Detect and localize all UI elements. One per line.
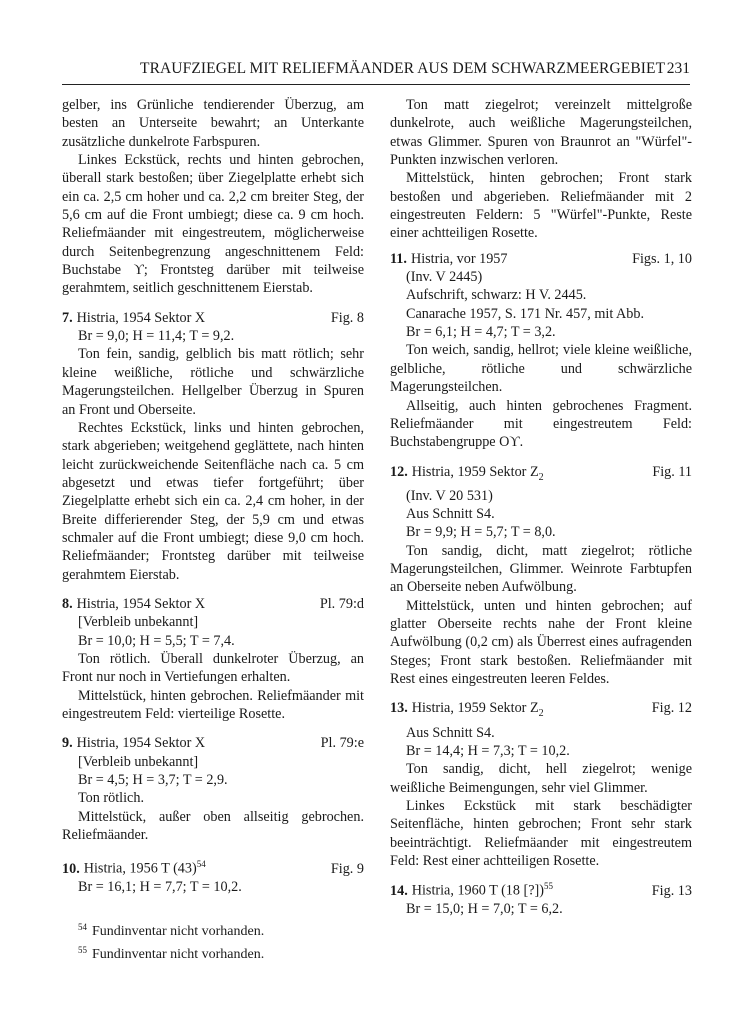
inventory-number: (Inv. V 2445) — [406, 269, 483, 286]
footnote-text: Fundinventar nicht vorhanden. — [92, 947, 265, 962]
entry-heading — [390, 877, 692, 900]
continuation-paragraph: gelber, ins Grünliche tendierender Überzug, am besten an Unterseite bewahrt; an Unterkante zusätzliche dunkelrote Farbspuren. — [62, 97, 364, 150]
entry-title: Histria, vor 1957 — [410, 250, 508, 267]
description-paragraph: Ton weich, sandig, hellrot; viele kleine weißliche, gelbliche, rötliche und schwärzliche Magerungsteilchen. — [390, 342, 692, 396]
entry-title: Histria, 1954 Sektor X — [76, 735, 206, 752]
footnotes — [78, 918, 378, 964]
entry-heading — [390, 699, 692, 723]
description-paragraph: Rechtes Eckstück, links und hinten gebrochen, stark abgerieben; weitgehend geglättete, nach hinten leicht zurückweichende Seitenfläche nach ca. 5 cm abgesetzt und etwas tiefer fortgeführt; über Ziegelplatte erhebt sich ein ca. 2,4 cm hoher, in der Breite differierender Steg, der 5,9 cm und etwas schmaler auf die Front umbiegt; diese 9,0 cm hoch. Reliefmäander; Frontsteg darüber mit teilweise gerahmtem Eierstab. — [62, 419, 364, 583]
footnote-text: Fundinventar nicht vorhanden. — [92, 924, 265, 939]
figure-reference: Fig. 8 — [330, 309, 364, 326]
footnote-ref: 55 — [544, 881, 553, 892]
entry-title-wrap — [80, 855, 331, 878]
entry-heading — [62, 855, 364, 878]
footnote-ref: 54 — [196, 859, 206, 870]
entry-title: Histria, 1954 Sektor X — [76, 309, 206, 326]
entry-title-wrap — [408, 877, 652, 900]
left-column — [62, 96, 364, 897]
entry-title: Histria, 1960 T (18 [?]) — [411, 883, 544, 900]
description-paragraph: Mittelstück, unten und hinten gebrochen; auf glatter Oberseite rechts nahe der Front kleine Aufwölbung (0,2 cm) als Überrest eines aufragenden Steges; Front stark bestoßen. Reliefmäander mit Rest eines eingestreuten leeren Feldes. — [390, 597, 692, 688]
running-title: TRAUFZIEGEL MIT RELIEFMÄANDER AUS DEM SCHWARZMEERGEBIET — [140, 60, 666, 77]
subscript: 2 — [538, 708, 544, 720]
entry-number: 7. — [62, 309, 73, 326]
figure-reference: Figs. 1, 10 — [632, 250, 692, 267]
footnote-mark: 54 — [78, 922, 87, 932]
measurements: Br = 15,0; H = 7,0; T = 6,2. — [406, 901, 563, 918]
entry-heading — [62, 734, 364, 752]
excavation-note: Aus Schnitt S4. — [406, 724, 495, 741]
catalog-entry-13 — [390, 699, 692, 870]
measurements: Br = 16,1; H = 7,7; T = 10,2. — [78, 879, 242, 896]
plate-reference: Pl. 79:e — [320, 735, 364, 752]
inventory-number: (Inv. V 20 531) — [406, 487, 493, 504]
footnote — [78, 918, 378, 941]
figure-reference: Fig. 11 — [652, 463, 692, 480]
entry-number: 10. — [62, 861, 80, 878]
catalog-entry-14 — [390, 877, 692, 918]
page-header — [62, 58, 690, 88]
entry-heading — [390, 463, 692, 487]
location-note: [Verbleib unbekannt] — [78, 753, 199, 770]
continuation-paragraph: Mittelstück, hinten gebrochen; Front stark bestoßen und abgerieben. Reliefmäander mit 2 eingestreuten Feldern: 5 "Würfel"-Punkte, Reste einer achtteiligen Rosette. — [390, 170, 692, 242]
entry-number: 14. — [390, 883, 408, 900]
description-paragraph: Mittelstück, außer oben allseitig gebrochen. Reliefmäander. — [62, 808, 364, 844]
figure-reference: Fig. 13 — [651, 883, 692, 900]
plate-reference: Pl. 79:d — [319, 595, 364, 612]
catalog-entry-12 — [390, 463, 692, 689]
measurements: Br = 9,9; H = 5,7; T = 8,0. — [406, 524, 556, 541]
bibliography: Canarache 1957, S. 171 Nr. 457, mit Abb. — [406, 305, 645, 322]
entry-heading — [62, 309, 364, 327]
description-paragraph: Ton sandig, dicht, matt ziegelrot; rötliche Magerungsteilchen, Glimmer. Weinrote Farbtupfen an Oberseite neben Aufwölbung. — [390, 542, 692, 596]
description-paragraph: Ton rötlich. — [78, 790, 144, 807]
catalog-entry-8 — [62, 595, 364, 723]
description-paragraph: Ton fein, sandig, gelblich bis matt rötlich; sehr kleine weißliche, rötliche und schwärzliche Magerungsteilchen. Hellgelber Überzug in Spuren an Front und Oberseite. — [62, 346, 364, 418]
entry-heading — [62, 595, 364, 613]
measurements: Br = 10,0; H = 5,5; T = 7,4. — [78, 632, 235, 649]
entry-title: Histria, 1959 Sektor Z — [411, 463, 539, 480]
entry-title: Histria, 1954 Sektor X — [76, 595, 206, 612]
subscript: 2 — [538, 471, 544, 483]
description-paragraph: Ton sandig, dicht, hell ziegelrot; wenige weißliche Beimengungen, sehr viel Glimmer. — [390, 761, 692, 796]
right-column — [390, 96, 692, 919]
entry-number: 8. — [62, 595, 73, 612]
inscription-note: Aufschrift, schwarz: H V. 2445. — [406, 287, 587, 304]
description-paragraph: Ton rötlich. Überall dunkelroter Überzug, an Front nur noch in Vertiefungen erhalten. — [62, 650, 364, 686]
measurements: Br = 4,5; H = 3,7; T = 2,9. — [78, 772, 228, 789]
figure-reference: Fig. 12 — [651, 700, 692, 717]
description-paragraph: Allseitig, auch hinten gebrochenes Fragment. Reliefmäander mit eingestreutem Feld: Buchstabengruppe Oϒ. — [390, 397, 692, 451]
entry-heading — [390, 250, 692, 268]
entry-number: 11. — [390, 250, 407, 267]
entry-number: 9. — [62, 735, 73, 752]
catalog-entry-9 — [62, 734, 364, 844]
location-note: [Verbleib unbekannt] — [78, 614, 199, 631]
entry-title: Histria, 1956 T (43) — [83, 861, 197, 878]
excavation-note: Aus Schnitt S4. — [406, 506, 495, 523]
entry-title: Histria, 1959 Sektor Z — [411, 700, 539, 717]
catalog-entry-11 — [390, 250, 692, 452]
description-paragraph: Linkes Eckstück mit stark beschädigter Seitenfläche, hinten gebrochen; Front sehr stark beeinträchtigt. Reliefmäander mit eingestreutem Feld: Rest einer achtteiligen Rosette. — [390, 798, 692, 870]
page-number: 231 — [666, 60, 690, 77]
footnote — [78, 941, 378, 964]
header-rule — [62, 84, 690, 85]
measurements: Br = 6,1; H = 4,7; T = 3,2. — [406, 324, 556, 341]
entry-title-wrap — [408, 463, 653, 487]
entry-number: 12. — [390, 463, 408, 480]
catalog-entry-10 — [62, 855, 364, 896]
entry-title-wrap — [408, 699, 652, 723]
catalog-entry-7 — [62, 309, 364, 584]
continuation-paragraph: Linkes Eckstück, rechts und hinten gebrochen, überall stark bestoßen; über Ziegelplatte erhebt sich ein ca. 2,5 cm hoher und ca. 2,2 cm breiter Steg, der 5,6 cm auf die Front umbiegt; diese ca. 9 cm hoch. Reliefmäander mit eingestreutem, möglicherweise durch Seitenbegrenzung angeschnittenem Feld: Buchstabe ϒ; Frontsteg darüber mit teilweise gerahmtem, seitlich geschnittenem Eierstab. — [62, 152, 364, 297]
measurements: Br = 14,4; H = 7,3; T = 10,2. — [406, 743, 570, 759]
footnote-mark: 55 — [78, 945, 87, 955]
measurements: Br = 9,0; H = 11,4; T = 9,2. — [78, 328, 235, 345]
entry-number: 13. — [390, 700, 408, 717]
figure-reference: Fig. 9 — [330, 861, 364, 878]
continuation-paragraph: Ton matt ziegelrot; vereinzelt mittelgroße dunkelrote, auch weißliche Magerungsteilchen, etwas Glimmer. Spuren von Braunrot an "Würfel"-Punkten inzwischen verloren. — [390, 97, 692, 169]
description-paragraph: Mittelstück, hinten gebrochen. Reliefmäander mit eingestreutem Feld: vierteilige Rosette. — [62, 687, 364, 722]
